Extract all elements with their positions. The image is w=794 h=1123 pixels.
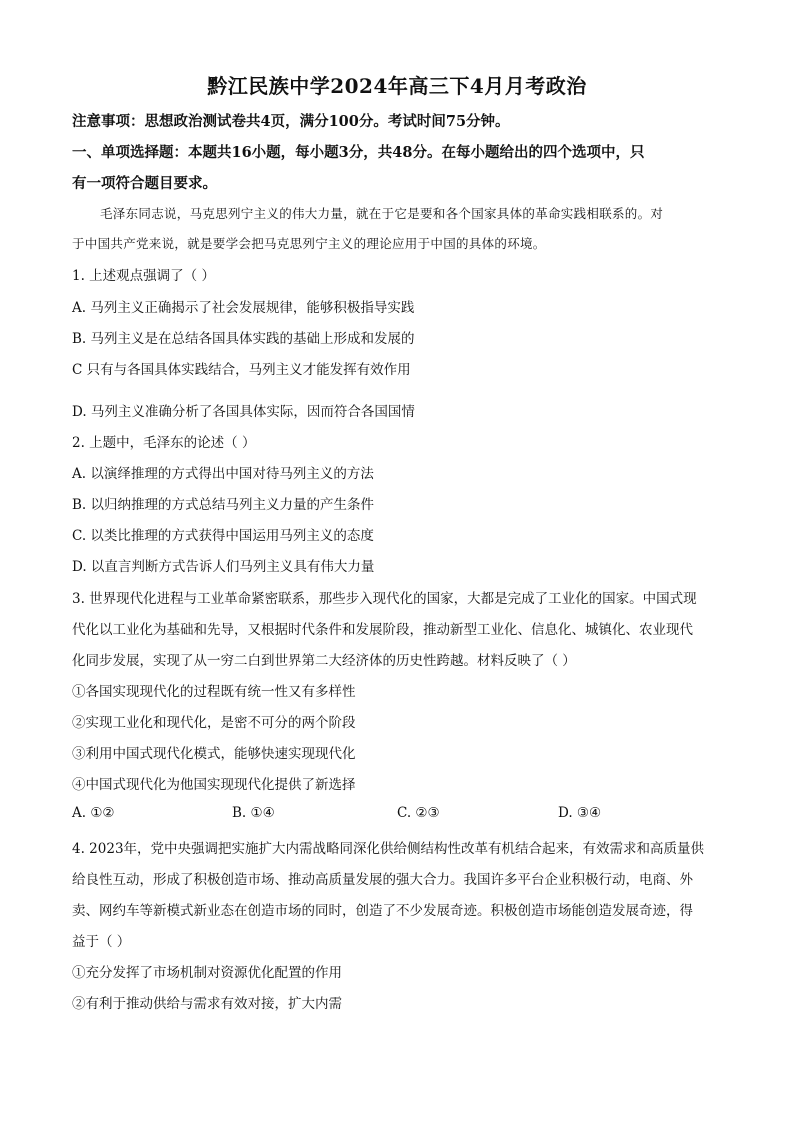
page-title: 黔江民族中学2024年高三下4月月考政治 — [207, 74, 587, 98]
q4-stem-line1: 4. 2023年，党中央强调把实施扩大内需战略同深化供给侧结构性改革有机结合起来，有效需求和高质量供 — [72, 841, 705, 857]
q4-statement-1: ①充分发挥了市场机制对资源优化配置的作用 — [72, 965, 342, 981]
q1-option-c: C 只有与各国具体实践结合，马列主义才能发挥有效作用 — [72, 362, 411, 378]
q2-option-a: A. 以演绎推理的方式得出中国对待马列主义的方法 — [72, 466, 374, 482]
q2-stem: 2. 上题中，毛泽东的论述（ ） — [72, 435, 256, 451]
q3-stem-line3: 化同步发展，实现了从一穷二白到世界第二大经济体的历史性跨越。材料反映了（ ） — [72, 653, 576, 669]
section-heading-line1: 一、单项选择题：本题共16小题，每小题3分，共48分。在每小题给出的四个选项中，只 — [72, 144, 645, 161]
q2-option-c: C. 以类比推理的方式获得中国运用马列主义的态度 — [72, 528, 374, 544]
q4-statement-2: ②有利于推动供给与需求有效对接，扩大内需 — [72, 996, 342, 1012]
q1-stem: 1. 上述观点强调了（ ） — [72, 268, 215, 284]
q3-option-c: C. ②③ — [397, 805, 440, 821]
material-line2: 于中国共产党来说，就是要学会把马克思列宁主义的理论应用于中国的具体的环境。 — [72, 236, 546, 251]
q3-option-d: D. ③④ — [558, 805, 602, 821]
q3-stem-line1: 3. 世界现代化进程与工业革命紧密联系，那些步入现代化的国家，大都是完成了工业化的国家。中国式现 — [72, 591, 697, 607]
exam-notice: 注意事项：思想政治测试卷共4页，满分100分。考试时间75分钟。 — [72, 113, 510, 130]
q4-stem-line3: 卖、网约车等新模式新业态在创造市场的同时，创造了不少发展奇迹。积极创造市场能创造发展奇迹，得 — [72, 903, 693, 919]
q4-stem-line4: 益于（ ） — [72, 934, 131, 950]
q3-statement-2: ②实现工业化和现代化，是密不可分的两个阶段 — [72, 715, 356, 731]
q3-stem-line2: 代化以工业化为基础和先导，又根据时代条件和发展阶段，推动新型工业化、信息化、城镇化、农业现代 — [72, 622, 693, 638]
q1-option-d: D. 马列主义准确分析了各国具体实际，因而符合各国国情 — [72, 404, 415, 420]
q4-stem-line2: 给良性互动，形成了积极创造市场、推动高质量发展的强大合力。我国许多平台企业积极行动，电商、外 — [72, 872, 693, 888]
q2-option-b: B. 以归纳推理的方式总结马列主义力量的产生条件 — [72, 497, 375, 513]
q3-statement-1: ①各国实现现代化的过程既有统一性又有多样性 — [72, 684, 356, 700]
q3-option-b: B. ①④ — [232, 805, 275, 821]
q2-option-d: D. 以直言判断方式告诉人们马列主义具有伟大力量 — [72, 559, 375, 575]
section-heading-line2: 有一项符合题目要求。 — [72, 175, 217, 192]
q3-statement-4: ④中国式现代化为他国实现现代化提供了新选择 — [72, 777, 356, 793]
q3-option-a: A. ①② — [72, 805, 115, 821]
q1-option-a: A. 马列主义正确揭示了社会发展规律，能够积极指导实践 — [72, 300, 415, 316]
material-line1: 毛泽东同志说，马克思列宁主义的伟大力量，就在于它是要和各个国家具体的革命实践相联系的。对 — [100, 206, 664, 221]
q3-statement-3: ③利用中国式现代化模式，能够快速实现现代化 — [72, 746, 356, 762]
q1-option-b: B. 马列主义是在总结各国具体实践的基础上形成和发展的 — [72, 331, 415, 347]
